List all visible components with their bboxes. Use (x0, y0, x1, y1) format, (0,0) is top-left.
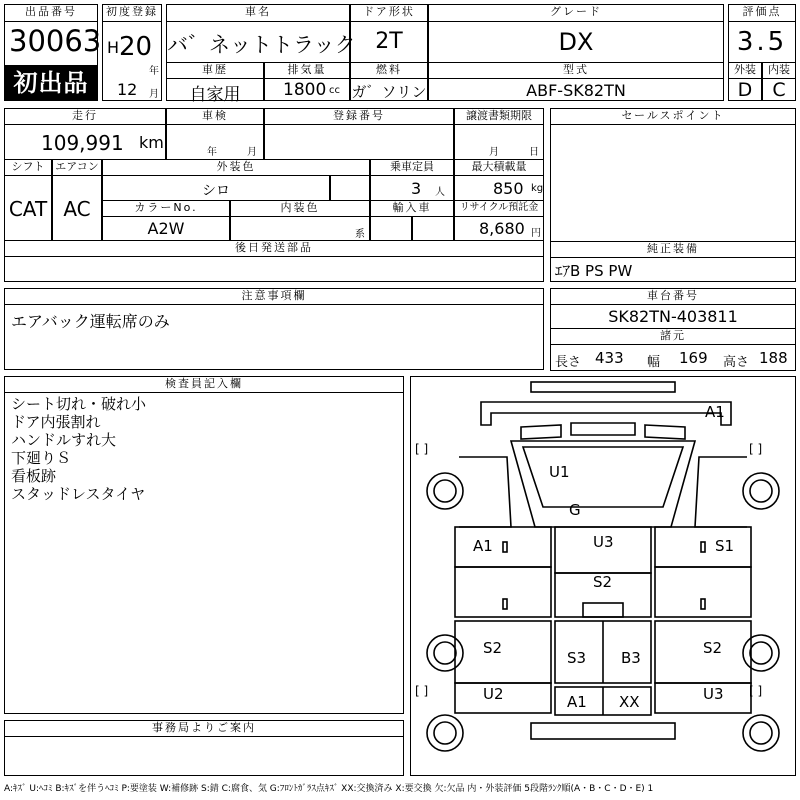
front-left-hub (434, 480, 456, 502)
length-value: 433 (595, 349, 624, 367)
inspector-line: 下廻りＳ (11, 449, 72, 467)
mileage-header: 走行 (4, 108, 166, 125)
car-name-cell (166, 21, 356, 63)
recycle-deposit: 8,680 (479, 219, 525, 238)
rear-bumper (531, 723, 675, 739)
mark-rear-left: A1 (567, 693, 587, 711)
docs-month-unit: 月 (489, 147, 499, 158)
interior-grade: C (772, 79, 786, 101)
width-label: 幅 (647, 355, 661, 370)
color-no-cell (102, 216, 230, 241)
front-left-wheel (427, 473, 463, 509)
later-parts-header: 後日発送部品 (4, 240, 544, 257)
left-rear-panel (455, 621, 551, 683)
interior-grade-cell (762, 78, 796, 101)
color-no-header: カラーNo. (102, 200, 230, 217)
interior-grade-header: 内装 (762, 62, 796, 79)
plate-cell (264, 124, 454, 160)
recycle-unit: 円 (531, 228, 541, 239)
left-handle-2 (503, 599, 507, 609)
fuel-header: 燃料 (350, 62, 428, 79)
dims-header: 諸元 (550, 328, 796, 345)
sales-points-cell (550, 124, 796, 242)
reg-year-unit: 年 (149, 66, 159, 77)
displacement-header: 排気量 (264, 62, 350, 79)
mark-bed-left: S3 (567, 649, 587, 667)
recycle-cell (454, 216, 544, 241)
history-header: 車歴 (166, 62, 264, 79)
rear-left-hub (434, 642, 456, 664)
legend: A:ｷｽﾞ U:ﾍｺﾐ B:ｷｽﾞを伴うﾍｺﾐ P:要塗装 W:補修跡 S:錆 C:腐食、気 G:ﾌﾛﾝﾄｶﾞﾗｽ点ｷｽﾞ XX:交換済み X:要交換 欠:欠品 内・外装評価 5段階ﾗﾝｸ順(A・B・C・D・E) 1 (4, 784, 654, 794)
office-cell (4, 736, 404, 776)
front-right-wheel (743, 473, 779, 509)
inspector-line: 看板跡 (11, 467, 57, 485)
docs-header: 譲渡書類期限 (454, 108, 544, 125)
history: 自家用 (189, 85, 241, 105)
reg-month: 12 (117, 80, 138, 99)
mark-front-bumper: A1 (705, 403, 725, 421)
displacement-cell (264, 78, 350, 101)
first-registration-header: 初度登録 (102, 4, 162, 22)
mileage: 109,991 (41, 131, 124, 155)
max-load: 850 (493, 179, 524, 198)
height-label: 高さ (723, 355, 750, 370)
color-no: A2W (147, 219, 185, 238)
rear-left-wheel (427, 635, 463, 671)
docs-day-unit: 日 (529, 147, 539, 158)
model-header: 型式 (428, 62, 724, 79)
interior-color-header: 内装色 (230, 200, 370, 217)
inspector-notes (11, 395, 146, 503)
bracket-rear-right: [ ] (749, 684, 763, 698)
spare-right-hub (750, 722, 772, 744)
history-cell (166, 78, 264, 105)
mark-right-rear-lower: U3 (703, 685, 724, 703)
front-grille (571, 423, 635, 435)
right-door-panel (655, 527, 751, 567)
hood-panel (523, 447, 683, 507)
fuel-cell (350, 78, 428, 101)
grade: DX (558, 28, 594, 56)
lot-number-header: 出品番号 (4, 4, 98, 22)
max-load-unit: kg (531, 183, 544, 194)
recycle-header: リサイクル預託金 (454, 200, 544, 217)
notes-cell (4, 304, 544, 370)
door-type-cell (350, 21, 428, 63)
width-value: 169 (679, 349, 708, 367)
rear-right-hub (750, 642, 772, 664)
score-cell (728, 21, 796, 63)
aircon-header: エアコン (52, 159, 102, 176)
mark-windshield: G (569, 501, 581, 519)
truck-diagram-svg (411, 377, 795, 775)
mileage-cell (4, 124, 166, 160)
max-load-cell (454, 175, 544, 201)
capacity-header: 乗車定員 (370, 159, 454, 176)
capacity-unit: 人 (435, 187, 445, 198)
right-cab-side (695, 457, 747, 527)
notes-header: 注意事項欄 (4, 288, 544, 305)
inspection-cell (166, 124, 264, 160)
damage-diagram (410, 376, 796, 776)
bracket-rear-left: [ ] (415, 684, 429, 698)
chassis-number: SK82TN-403811 (608, 307, 738, 326)
import-header: 輸入車 (370, 200, 454, 217)
inspector-line: スタッドレスタイヤ (11, 485, 146, 503)
lot-number-cell (4, 21, 102, 65)
fuel: ガ゛ソリン (351, 83, 427, 101)
mileage-unit: km (139, 133, 164, 152)
left-handle (503, 542, 507, 552)
rear-right-wheel (743, 635, 779, 671)
inspector-line: シート切れ・破れ小 (11, 395, 147, 413)
mark-bed-front: S2 (593, 573, 613, 591)
grade-cell (428, 21, 724, 63)
inspector-line: ハンドルすれ大 (11, 431, 117, 449)
front-bumper-outline (481, 402, 731, 425)
import-cell-a (370, 216, 412, 241)
chassis-header: 車台番号 (550, 288, 796, 305)
top-strip (531, 382, 675, 392)
exterior-grade-cell (728, 78, 762, 101)
genuine-equipment-cell (550, 257, 796, 282)
door-type: 2T (375, 29, 403, 54)
exterior-grade-header: 外装 (728, 62, 762, 79)
mark-left-rear-lower: U2 (483, 685, 504, 703)
capacity-cell (370, 175, 454, 201)
shift: CAT (8, 197, 48, 221)
max-load-header: 最大積載量 (454, 159, 544, 176)
bracket-marks (415, 442, 762, 698)
mark-rear-right: XX (619, 693, 640, 711)
notes-text: エアバック運転席のみ (11, 312, 170, 331)
mark-right-rear: S2 (703, 639, 723, 657)
exterior-color: シロ (202, 183, 230, 199)
bed-window (583, 603, 623, 617)
inspector-cell (4, 392, 404, 714)
dims-cell (550, 344, 796, 371)
lot-number: 30063 (9, 24, 102, 58)
score: 3.5 (736, 27, 788, 57)
sales-points-header: セールスポイント (550, 108, 796, 125)
right-handle (701, 542, 705, 552)
front-light-left (521, 425, 561, 439)
reg-year: 20 (119, 32, 153, 62)
score-header: 評価点 (728, 4, 796, 22)
displacement: 1800 (283, 80, 327, 100)
reg-month-unit: 月 (149, 89, 159, 100)
chassis-cell (550, 304, 796, 329)
mark-bed-right: B3 (621, 649, 641, 667)
mark-roof: U3 (593, 533, 614, 551)
mark-right-door: S1 (715, 537, 735, 555)
car-name: バ゛ネットトラック (167, 33, 356, 57)
model-cell (428, 78, 724, 101)
exterior-grade: D (737, 79, 753, 101)
era: H (107, 38, 120, 57)
front-light-right (645, 425, 685, 439)
inspection-month-unit: 月 (247, 147, 257, 158)
inspector-header: 検査員記入欄 (4, 376, 404, 393)
spare-left-wheel (427, 715, 463, 751)
inspection-year-unit: 年 (207, 147, 217, 158)
car-name-header: 車名 (166, 4, 350, 22)
capacity: 3 (411, 179, 422, 198)
grade-header: グレード (428, 4, 724, 22)
shift-cell (4, 175, 52, 241)
interior-color-unit: 系 (355, 229, 365, 240)
exterior-color-cell (102, 175, 330, 201)
left-cab-side (459, 457, 511, 527)
displacement-unit: cc (329, 85, 340, 96)
bracket-front-right: [ ] (749, 442, 763, 456)
aircon: AC (63, 197, 91, 221)
model-code: ABF-SK82TN (526, 81, 626, 100)
mark-left-rear: S2 (483, 639, 503, 657)
shift-header: シフト (4, 159, 52, 176)
door-type-header: ドア形状 (350, 4, 428, 22)
first-listing-badge: 初出品 (4, 65, 98, 101)
exterior-color-sub-cell (330, 175, 370, 201)
later-parts-cell (4, 256, 544, 282)
import-cell-b (412, 216, 454, 241)
right-handle-2 (701, 599, 705, 609)
inspector-line: ドア内張割れ (11, 413, 101, 431)
bracket-front-left: [ ] (415, 442, 429, 456)
interior-color-cell (230, 216, 370, 241)
front-right-hub (750, 480, 772, 502)
mark-left-door: A1 (473, 537, 493, 555)
cab-outline (511, 441, 695, 527)
inspection-header: 車検 (166, 108, 264, 125)
docs-cell (454, 124, 544, 160)
aircon-cell (52, 175, 102, 241)
spare-left-hub (434, 722, 456, 744)
genuine-equipment-header: 純正装備 (550, 241, 796, 258)
mark-hood: U1 (549, 463, 570, 481)
genuine-equipment: ｴｱB PS PW (555, 262, 633, 280)
height-value: 188 (759, 349, 788, 367)
exterior-color-header: 外装色 (102, 159, 370, 176)
length-label: 長さ (555, 355, 582, 370)
office-header: 事務局よりご案内 (4, 720, 404, 737)
plate-header: 登録番号 (264, 108, 454, 125)
first-registration-cell (102, 21, 162, 101)
spare-right-wheel (743, 715, 779, 751)
